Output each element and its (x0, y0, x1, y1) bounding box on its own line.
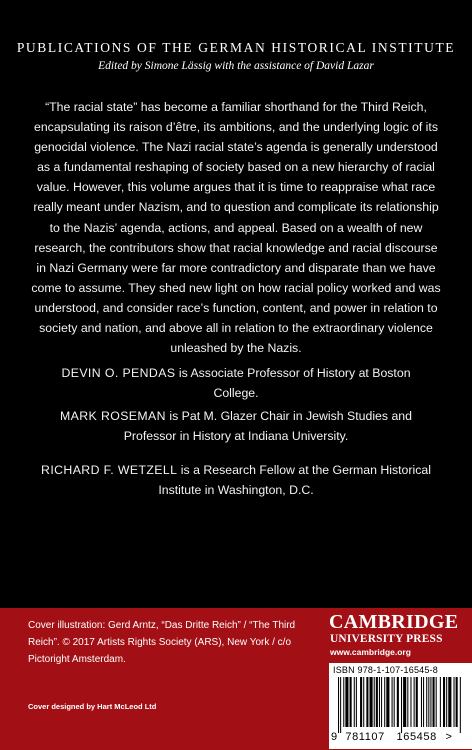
barcode-bar (446, 677, 447, 727)
book-blurb: “The racial state” has become a familiar shorthand for the Third Reich, encapsulating its raison d’être, its ambitions, and the underlying logic of its genocidal violence. The Nazi racial state’s agenda is generally understood as a fundamental reshaping of society based on a new hierarchy of racial value. However, this volume argues that it is time to reappraise what race really meant under Nazism, and to question and complicate its relationship to the Nazis’ agenda, actions, and appeal. Based on a wealth of new research, the contributors show that racial knowledge and racial discourse in Nazi Germany were far more contradictory and disparate than we have come to assume. They shed new light on how racial policy worked and was understood, and consider race’s function, content, and power in relation to society and nation, and above all in relation to the extraordinary violence unleashed by the Nazis. (31, 100, 441, 356)
barcode-bar (350, 677, 352, 727)
barcode-digit-lead: 9 (331, 731, 338, 743)
barcode-bar (356, 677, 357, 727)
cover-illustration-credit: Cover illustration: Gerd Arntz, “Das Dritte Reich” / “The Third Reich”. © 2017 Artists Rights Society (ARS), New York / c/o Pictoright Amsterdam. (28, 620, 296, 665)
barcode-bar (440, 677, 441, 727)
barcode-icon (336, 677, 466, 733)
author-name: MARK ROSEMAN (60, 409, 166, 423)
barcode-bar (456, 677, 458, 727)
author-bio-text: is Associate Professor of History at Boston College. (175, 366, 411, 400)
barcode-bar (433, 677, 435, 727)
isbn-barcode (329, 663, 472, 749)
author-bio (40, 363, 432, 403)
barcode-bar (428, 677, 429, 727)
barcode-digit-left: 781107 (345, 731, 385, 743)
barcode-bar (443, 677, 445, 727)
barcode-bar (338, 677, 339, 733)
author-bio (40, 460, 432, 500)
publisher-url: www.cambridge.org (330, 647, 411, 657)
barcode-bar (421, 677, 422, 727)
barcode-bar (343, 677, 344, 727)
barcode-digits (331, 731, 472, 743)
isbn-number: ISBN 978-1-107-16545-8 (333, 665, 438, 675)
author-bio-text: is a Research Fellow at the German Historical Institute in Washington, D.C. (158, 463, 431, 497)
author-bio (40, 406, 432, 446)
barcode-bar (340, 677, 341, 733)
barcode-bar (454, 677, 455, 727)
barcode-bar (392, 677, 393, 727)
barcode-bar (436, 677, 437, 727)
barcode-bar (414, 677, 415, 727)
barcode-bar (407, 677, 408, 727)
publisher-logo-press: UNIVERSITY PRESS (330, 633, 443, 645)
barcode-bar (360, 677, 362, 727)
author-bio-text: is Pat M. Glazer Chair in Jewish Studies and Professor in History at Indiana University. (123, 409, 412, 443)
barcode-bar (403, 677, 406, 727)
barcode-bar (460, 677, 461, 733)
author-name: DEVIN O. PENDAS (61, 366, 176, 380)
barcode-digit-right: 165458 (396, 731, 437, 743)
author-name: RICHARD F. WETZELL (41, 463, 178, 477)
barcode-bar (394, 677, 395, 727)
series-editor: Edited by Simone Lässig with the assistance of David Lazar (98, 60, 374, 72)
barcode-bar (384, 677, 385, 727)
series-title: PUBLICATIONS OF THE GERMAN HISTORICAL INSTITUTE (16, 40, 456, 55)
barcode-bar (363, 677, 364, 727)
barcode-addon: > (445, 731, 453, 743)
barcode-bar (379, 677, 380, 727)
barcode-bar (354, 677, 355, 727)
publisher-logo-name: CAMBRIDGE (329, 611, 459, 633)
barcode-bar (376, 677, 378, 727)
barcode-bar (416, 677, 418, 727)
barcode-bar (448, 677, 451, 727)
barcode-bar (401, 677, 402, 733)
barcode-bar (345, 677, 348, 727)
cover-designer-credit: Cover designed by Hart McLeod Ltd (28, 702, 157, 711)
barcode-bar (374, 677, 375, 727)
barcode-bar (366, 677, 368, 727)
barcode-bar (423, 677, 424, 727)
barcode-bar (430, 677, 431, 727)
barcode-bar (381, 677, 382, 727)
barcode-bar (370, 677, 373, 727)
barcode-bar (397, 677, 399, 727)
footer-band (0, 608, 472, 750)
barcode-bar (386, 677, 389, 727)
barcode-bar (426, 677, 427, 727)
barcode-bar (410, 677, 411, 727)
